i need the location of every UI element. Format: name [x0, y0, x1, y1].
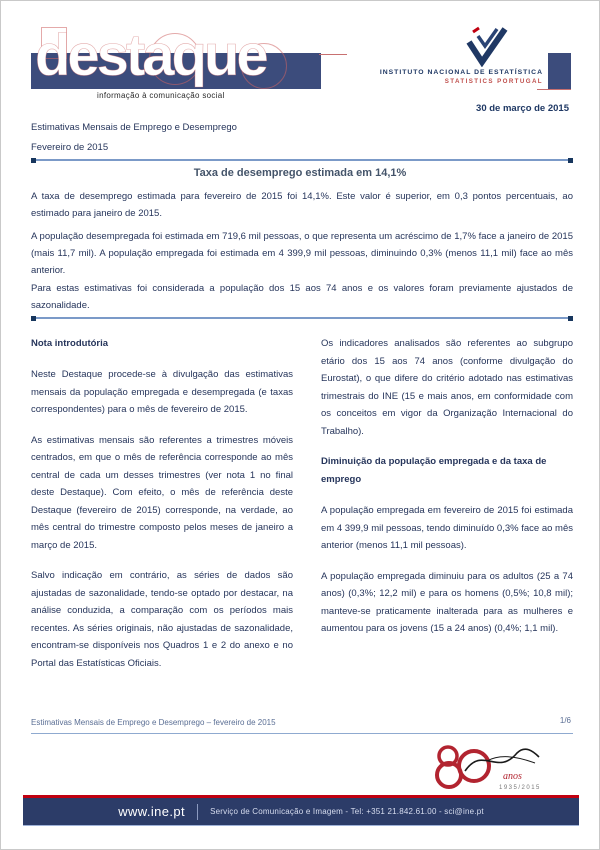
- anniversary-80-years-logo: [431, 737, 551, 793]
- right-column-paragraph: Os indicadores analisados são referentes ao subgrupo etário dos 15 aos 74 anos (conforme divulgação do Eurostat), o que difere do critério adotado nas estimativas trimestrais do INE (15 e mais anos, em conformidade com os conceitos em vigor da Organização Internacional do Trabalho).: [321, 338, 573, 437]
- left-column: [31, 335, 293, 685]
- divider-dot: [568, 316, 573, 321]
- institute-name-english: STATISTICS PORTUGAL: [444, 78, 543, 85]
- header-navy-square: [548, 53, 571, 89]
- footer-divider: [31, 733, 573, 734]
- right-column-paragraph: A população empregada diminuiu para os adultos (25 a 74 anos) (0,3%; 12,2 mil) e para os homens (0,5%; 10,8 mil); manteve-se praticamente inalterada para as mulheres e aumentou para os jovens (15 a 24 anos) (0,4%; 1,1 mil).: [321, 570, 573, 634]
- destaque-logo: destaque: [35, 23, 266, 88]
- left-column-paragraph: Neste Destaque procede-se à divulgação das estimativas mensais da população empregada e desempregada (e taxas correspondentes) para o mês de fevereiro de 2015.: [31, 369, 293, 415]
- section-divider-bottom: [31, 315, 573, 321]
- right-column-heading: Diminuição da população empregada e da taxa de emprego: [321, 456, 547, 485]
- left-column-paragraph: Salvo indicação em contrário, as séries de dados são ajustadas de sazonalidade, tendo-se optado por destacar, na análise conduzida, a comparação com os períodos mais recentes. As séries originais, não ajustadas de sazonalidade, encontram-se disponíveis nos Quadros 1 e 2 do anexo e no Portal das Estatísticas Oficiais.: [31, 570, 293, 669]
- summary-paragraph: Para estas estimativas foi considerada a população dos 15 aos 74 anos e os valores foram previamente ajustados de sazonalidade.: [31, 283, 573, 311]
- section-divider-top: [31, 157, 573, 163]
- contact-bar-divider: [197, 804, 198, 820]
- headline: Taxa de desemprego estimada em 14,1%: [193, 167, 407, 179]
- svg-text:anos: anos: [503, 771, 522, 782]
- contact-bar: [23, 795, 579, 825]
- right-column-paragraph: A população empregada em fevereiro de 2015 foi estimada em 4 399,9 mil pessoas, tendo diminuído 0,3% face ao mês anterior (menos 11,1 mil pessoas).: [321, 505, 573, 551]
- right-column: [321, 335, 573, 651]
- header-red-line-left: [319, 54, 347, 55]
- page-number: 1/6: [559, 716, 571, 725]
- ine-logo-block: [351, 25, 543, 85]
- document-subtitle: Fevereiro de 2015: [31, 142, 109, 153]
- divider-dot: [568, 158, 573, 163]
- destaque-logo-caption: informação à comunicação social: [97, 91, 225, 100]
- website-link[interactable]: www.ine.pt: [118, 804, 186, 819]
- svg-text:1935/2015: 1935/2015: [499, 785, 541, 791]
- divider-bar: [36, 317, 568, 319]
- footer-document-reference: Estimativas Mensais de Emprego e Desemprego – fevereiro de 2015: [31, 718, 276, 727]
- header-red-line-right: [537, 89, 571, 90]
- summary-paragraph: A população desempregada foi estimada em 719,6 mil pessoas, o que representa um acréscimo de 1,7% face a janeiro de 2015 (mais 11,7 mil). A população empregada foi estimada em 4 399,9 mil pessoas, diminuindo 0,3% (menos 11,1 mil) face ao mês anterior.: [31, 231, 573, 276]
- release-date: 30 de março de 2015: [476, 103, 569, 114]
- left-column-paragraph: As estimativas mensais são referentes a trimestres móveis centrados, em que o mês de referência corresponde ao mês central de cada um desses trimestres (ver nota 1 no final deste Destaque). Com efeito, o mês de referência deste Destaque (fevereiro de 2015) corresponde, na verdade, ao mês central do trimestre composto pelos meses de janeiro a março de 2015.: [31, 434, 293, 551]
- contact-info: Serviço de Comunicação e Imagem - Tel: +351 21.842.61.00 - sci@ine.pt: [210, 807, 484, 816]
- document-title: Estimativas Mensais de Emprego e Desemprego: [31, 122, 237, 133]
- ine-checkmark-icon: [461, 25, 509, 67]
- summary-paragraph: A taxa de desemprego estimada para fevereiro de 2015 foi 14,1%. Este valor é superior, em 0,3 pontos percentuais, ao estimado para janeiro de 2015.: [31, 191, 573, 219]
- divider-bar: [36, 159, 568, 161]
- left-column-heading: Nota introdutória: [31, 338, 109, 349]
- institute-name: INSTITUTO NACIONAL DE ESTATÍSTICA: [379, 69, 543, 76]
